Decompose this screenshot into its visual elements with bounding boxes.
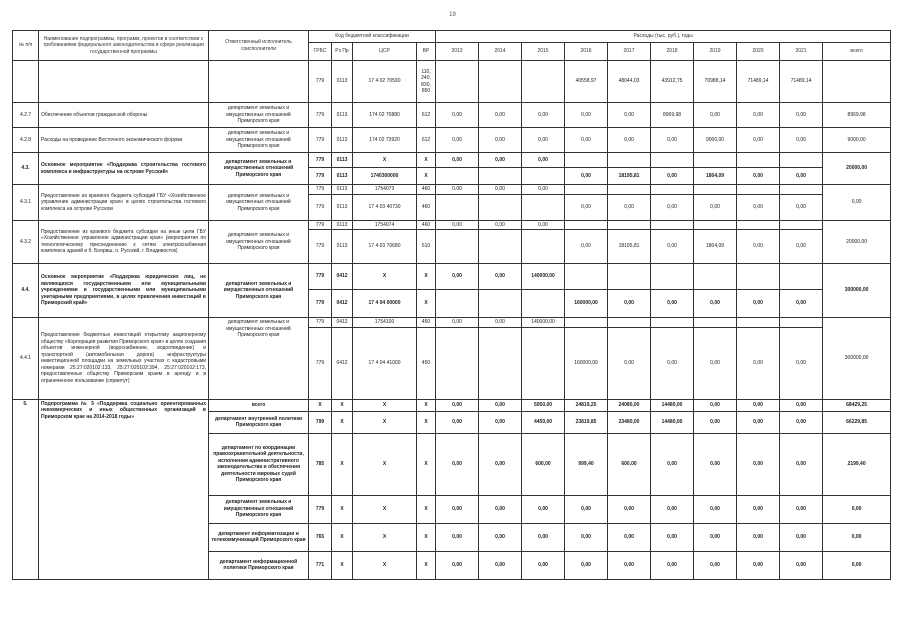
cell-csr: 17 4 02 70590 <box>353 61 417 103</box>
header-grbs: ГРБС <box>309 43 332 61</box>
cell-value: 0,00 <box>694 495 737 523</box>
table-header <box>13 31 891 61</box>
cell-executor: департамент земельных и имущественных отношений Приморского края <box>209 264 309 318</box>
cell-value: 0,00 <box>694 103 737 128</box>
table-row <box>13 128 891 153</box>
cell-num: 4.2.7 <box>13 103 39 128</box>
cell-value: 0,00 <box>436 264 479 290</box>
table-row <box>13 153 891 168</box>
cell-value: 0,00 <box>522 551 565 579</box>
cell-vr: X <box>417 399 436 411</box>
cell-value: 0,00 <box>651 290 694 318</box>
cell-executor: департамент земельных и имущественных отношений Приморского края <box>209 220 309 264</box>
cell-vr: X <box>417 551 436 579</box>
cell-value: 0,00 <box>737 523 780 551</box>
table-row <box>13 185 891 195</box>
cell-total: 300000,00 <box>823 318 891 400</box>
cell-value: 0,00 <box>737 194 780 220</box>
cell-name: Основное мероприятие «Поддержка строительства гостевого комплекса и инфраструктуры на острове Русский» <box>39 153 209 185</box>
cell-grbs: 779 <box>309 318 332 328</box>
cell-name: Предоставление бюджетных инвестиций открытому акционерному обществу «Корпорация развития Приморского края» в целях создания объектов инженерной (водоснабжение, водоотведение) и транспортной (автомобильная дорога) инфраструктуры инвестиционной площадки на земельных участках с кадастровыми номерами 25:27:020102:133, 25:27:020102:394, 25:27:020102:173, предоставленных обществу Приморским краем в аренду и в ограниченное пользование (сервитут) <box>39 318 209 400</box>
cell-rzpr: 0113 <box>332 185 353 195</box>
cell-value: 0,00 <box>780 128 823 153</box>
cell-vr: 460 <box>417 194 436 220</box>
cell-value: 0,00 <box>780 433 823 495</box>
cell-value: 23480,00 <box>608 411 651 433</box>
cell-value: 0,00 <box>780 230 823 264</box>
cell-vr: 450 <box>417 327 436 399</box>
cell-num: 4.3.2 <box>13 220 39 264</box>
cell-value: 48044,03 <box>608 61 651 103</box>
cell-grbs: 779 <box>309 327 332 399</box>
budget-table <box>12 30 891 580</box>
cell-rzpr: 0113 <box>332 153 353 168</box>
cell-total: 68429,25 <box>823 399 891 411</box>
cell-total: 0,00 <box>823 551 891 579</box>
cell-csr: X <box>353 264 417 290</box>
page-number: 19 <box>449 12 456 18</box>
header-year: 2014 <box>479 43 522 61</box>
cell-grbs: 779 <box>309 264 332 290</box>
cell-executor: департамент по координации правоохранительной деятельности, исполнения административного законодательства и обеспечения деятельности мировых судей Приморского края <box>209 433 309 495</box>
cell-value: 0,00 <box>651 495 694 523</box>
cell-rzpr: X <box>332 433 353 495</box>
cell-rzpr: X <box>332 399 353 411</box>
cell-vr: 460 <box>417 220 436 230</box>
cell-name: Подпрограмма № 5 «Поддержка социально ориентированных некоммерческих и иных общественных организаций в Приморском крае на 2014-2018 годы» <box>39 399 209 579</box>
cell-value: 0,00 <box>479 411 522 433</box>
cell-value: 0,00 <box>436 523 479 551</box>
cell-executor: департамент земельных и имущественных отношений Приморского края <box>209 103 309 128</box>
cell-value: 0,00 <box>780 290 823 318</box>
cell-value: 14480,00 <box>651 411 694 433</box>
cell-csr: X <box>353 153 417 168</box>
cell-grbs: 765 <box>309 523 332 551</box>
cell-rzpr: 0113 <box>332 230 353 264</box>
cell-executor: департамент земельных и имущественных отношений Приморского края <box>209 318 309 400</box>
cell-value: 24819,25 <box>565 399 608 411</box>
cell-total: 66229,85 <box>823 411 891 433</box>
cell-csr: 17 4 04 00000 <box>353 290 417 318</box>
cell-value: 0,00 <box>522 103 565 128</box>
cell-grbs: 779 <box>309 168 332 185</box>
cell-vr: 612 <box>417 128 436 153</box>
cell-value: 0,00 <box>780 523 823 551</box>
cell-num: 4.4. <box>13 264 39 318</box>
header-year: 2016 <box>565 43 608 61</box>
cell-value: 0,00 <box>608 194 651 220</box>
cell-value: 0,00 <box>479 433 522 495</box>
cell-name: Обеспечение объектов гражданской обороны <box>39 103 209 128</box>
cell-value <box>436 61 479 103</box>
header-year: 2020 <box>737 43 780 61</box>
cell-vr: 610 <box>417 230 436 264</box>
cell-value: 0,00 <box>737 551 780 579</box>
cell-value: 0,00 <box>479 318 522 328</box>
cell-vr: 612 <box>417 103 436 128</box>
cell-value: 0,00 <box>479 185 522 195</box>
cell-total: 20000,00 <box>823 220 891 264</box>
cell-value: 0,00 <box>737 399 780 411</box>
cell-value: 0,00 <box>737 128 780 153</box>
cell-value: 0,00 <box>737 168 780 185</box>
table-row <box>13 220 891 230</box>
cell-grbs: 779 <box>309 220 332 230</box>
cell-rzpr: 0412 <box>332 264 353 290</box>
cell-value: 0,00 <box>608 327 651 399</box>
cell-num: 5. <box>13 399 39 579</box>
cell-value: 0,00 <box>436 411 479 433</box>
cell-name: Основное мероприятие «Поддержка юридических лиц, не являющихся государственными или муниципальными учреждениями и государственными или муниципальными унитарными предприятиями, в целях привлечения инвестиций в Приморский край» <box>39 264 209 318</box>
cell-vr: X <box>417 411 436 433</box>
header-kbk: Код бюджетной классификации <box>309 31 436 43</box>
cell-value: 0,00 <box>694 411 737 433</box>
header-year: 2015 <box>522 43 565 61</box>
cell-value: 0,00 <box>436 153 479 168</box>
cell-value: 40558,97 <box>565 61 608 103</box>
cell-vr: X <box>417 168 436 185</box>
cell-value: 4450,00 <box>522 411 565 433</box>
cell-name: Расходы на проведение Восточного экономического форума <box>39 128 209 153</box>
header-year: 2018 <box>651 43 694 61</box>
header-rzpr: Рз Пр <box>332 43 353 61</box>
cell-value: 1804,09 <box>694 230 737 264</box>
cell-csr: 174 02 73920 <box>353 128 417 153</box>
cell-value: 0,00 <box>694 523 737 551</box>
cell-value: 0,00 <box>780 168 823 185</box>
cell-value: 0,00 <box>651 551 694 579</box>
cell-value: 43912,75 <box>651 61 694 103</box>
cell-value: 0,00 <box>565 103 608 128</box>
cell-value: 0,00 <box>651 168 694 185</box>
cell-value: 0,00 <box>694 290 737 318</box>
cell-value: 0,00 <box>737 290 780 318</box>
cell-value: 0,00 <box>436 128 479 153</box>
cell-num: 4.3. <box>13 153 39 185</box>
cell-grbs: 779 <box>309 230 332 264</box>
cell-value: 14480,00 <box>651 399 694 411</box>
cell-value: 140000,00 <box>522 318 565 328</box>
cell-value: 70988,14 <box>694 61 737 103</box>
cell-grbs: 779 <box>309 153 332 168</box>
cell-value: 0,00 <box>522 495 565 523</box>
cell-value: 0,00 <box>565 194 608 220</box>
cell-total: 0,00 <box>823 185 891 221</box>
cell-total: 9000,00 <box>823 128 891 153</box>
cell-value: 0,00 <box>780 103 823 128</box>
cell-value: 0,00 <box>565 168 608 185</box>
cell-value: 0,00 <box>737 433 780 495</box>
cell-value: 0,00 <box>479 264 522 290</box>
cell-rzpr: 0113 <box>332 61 353 103</box>
cell-value: 0,00 <box>737 495 780 523</box>
cell-vr: X <box>417 153 436 168</box>
cell-value: 0,00 <box>565 551 608 579</box>
cell-grbs: 779 <box>309 128 332 153</box>
cell-value: 0,00 <box>565 523 608 551</box>
cell-value: 0,00 <box>565 230 608 264</box>
cell-csr: X <box>353 551 417 579</box>
cell-value: 0,00 <box>479 153 522 168</box>
cell-grbs: 771 <box>309 551 332 579</box>
cell-value: 5050,00 <box>522 399 565 411</box>
cell-value: 0,00 <box>780 194 823 220</box>
cell-value: 0,00 <box>651 523 694 551</box>
cell-value: 0,00 <box>522 220 565 230</box>
cell-executor: департамент информатизации и телекоммуникаций Приморского края <box>209 523 309 551</box>
cell-value: 0,00 <box>522 128 565 153</box>
cell-value: 0,00 <box>436 185 479 195</box>
cell-grbs: X <box>309 399 332 411</box>
cell-value: 0,00 <box>651 230 694 264</box>
cell-csr: X <box>353 495 417 523</box>
cell-value: 0,00 <box>780 327 823 399</box>
cell-value: 71489,14 <box>780 61 823 103</box>
cell-value: 0,00 <box>737 103 780 128</box>
cell-value: 0,00 <box>608 103 651 128</box>
cell-vr: X <box>417 433 436 495</box>
cell-csr: 1754074 <box>353 220 417 230</box>
cell-value: 0,00 <box>565 495 608 523</box>
cell-value: 0,00 <box>608 128 651 153</box>
cell-value: 0,00 <box>436 220 479 230</box>
cell-total: 0,00 <box>823 523 891 551</box>
table-row <box>13 103 891 128</box>
cell-grbs: 779 <box>309 495 332 523</box>
header-total: всего <box>823 43 891 61</box>
cell-value: 0,00 <box>479 551 522 579</box>
cell-value: 0,00 <box>694 433 737 495</box>
cell-num: 4.3.1 <box>13 185 39 221</box>
cell-rzpr: 0412 <box>332 318 353 328</box>
cell-value: 0,00 <box>737 230 780 264</box>
table-row <box>13 61 891 103</box>
cell-value: 0,00 <box>479 399 522 411</box>
header-expenses: Расходы (тыс. руб.), годы <box>436 31 891 43</box>
header-year: 2017 <box>608 43 651 61</box>
cell-csr: 17 4 03 40730 <box>353 194 417 220</box>
cell-rzpr: 0113 <box>332 194 353 220</box>
cell-executor: департамент земельных и имущественных отношений Приморского края <box>209 153 309 185</box>
header-year: 2013 <box>436 43 479 61</box>
cell-value <box>522 61 565 103</box>
cell-value: 600,00 <box>608 433 651 495</box>
cell-value: 0,00 <box>780 399 823 411</box>
cell-grbs: 779 <box>309 194 332 220</box>
cell-vr: X <box>417 523 436 551</box>
header-year: 2021 <box>780 43 823 61</box>
cell-value: 0,00 <box>780 495 823 523</box>
table-row <box>13 264 891 290</box>
cell-value: 0,00 <box>780 551 823 579</box>
cell-num: 4.2.8 <box>13 128 39 153</box>
cell-vr: 450 <box>417 318 436 328</box>
cell-rzpr: X <box>332 411 353 433</box>
cell-vr: X <box>417 290 436 318</box>
cell-csr: 1754100 <box>353 318 417 328</box>
cell-value: 0,00 <box>608 523 651 551</box>
cell-value: 0,00 <box>522 523 565 551</box>
cell-value: 0,00 <box>694 194 737 220</box>
cell-value: 8969,98 <box>651 103 694 128</box>
cell-grbs: 779 <box>309 61 332 103</box>
cell-value: 1804,09 <box>694 168 737 185</box>
cell-value: 0,00 <box>436 495 479 523</box>
cell-value: 160000,00 <box>565 327 608 399</box>
cell-executor: департамент земельных и имущественных отношений Приморского края <box>209 185 309 221</box>
cell-total: 300000,00 <box>823 264 891 318</box>
cell-rzpr: 0113 <box>332 168 353 185</box>
cell-value: 0,00 <box>780 411 823 433</box>
cell-rzpr: 0113 <box>332 128 353 153</box>
cell-vr: 110, 240, 830, 850 <box>417 61 436 103</box>
header-vr: ВР <box>417 43 436 61</box>
cell-csr: 1754073 <box>353 185 417 195</box>
cell-value: 0,00 <box>694 399 737 411</box>
cell-rzpr: X <box>332 523 353 551</box>
cell-value: 0,00 <box>694 551 737 579</box>
cell-grbs: 799 <box>309 411 332 433</box>
cell-value: 0,00 <box>651 327 694 399</box>
cell-rzpr: 0113 <box>332 220 353 230</box>
cell-executor: департамент внутренней политики Приморского края <box>209 411 309 433</box>
cell-value: 0,00 <box>694 327 737 399</box>
cell-value: 0,00 <box>608 290 651 318</box>
cell-value: 0,00 <box>737 411 780 433</box>
cell-value: 160000,00 <box>565 290 608 318</box>
cell-value: 140000,00 <box>522 264 565 290</box>
cell-grbs: 779 <box>309 290 332 318</box>
cell-csr: 174 02 70880 <box>353 103 417 128</box>
cell-value: 18195,81 <box>608 168 651 185</box>
cell-rzpr: X <box>332 551 353 579</box>
cell-value: 0,00 <box>436 399 479 411</box>
cell-csr: X <box>353 399 417 411</box>
cell-rzpr: X <box>332 495 353 523</box>
cell-executor: департамент информационной политики Приморского края <box>209 551 309 579</box>
cell-value: 0,00 <box>479 128 522 153</box>
header-num: № п/п <box>13 31 39 61</box>
cell-value: 600,00 <box>522 433 565 495</box>
cell-vr: 460 <box>417 185 436 195</box>
cell-executor: департамент земельных и имущественных отношений Приморского края <box>209 495 309 523</box>
cell-value: 18195,81 <box>608 230 651 264</box>
cell-value: 0,00 <box>651 433 694 495</box>
cell-grbs: 779 <box>309 185 332 195</box>
cell-value: 0,00 <box>436 551 479 579</box>
cell-value: 0,00 <box>479 495 522 523</box>
cell-name: Предоставление из краевого бюджета субсидии на иные цели ГБУ «Хозяйственное управление администрации края» (мероприятия по технологическому присоединению к сетям электроснабжения комплекса зданий в б. Бояриш, о. Русский, г. Владивосток) <box>39 220 209 264</box>
cell-value: 0,00 <box>651 194 694 220</box>
cell-value: 0,00 <box>522 153 565 168</box>
cell-grbs: 785 <box>309 433 332 495</box>
cell-value: 0,00 <box>522 185 565 195</box>
header-name: Наименование подпрограммы, программ, проектов в соответствии с требованиями федерального законодательства в сфере реализации государственной программы <box>39 31 209 61</box>
cell-value: 999,40 <box>565 433 608 495</box>
cell-value: 0,00 <box>565 128 608 153</box>
table-row <box>13 318 891 328</box>
cell-executor: департамент земельных и имущественных отношений Приморского края <box>209 128 309 153</box>
cell-csr: 17 4 04 41000 <box>353 327 417 399</box>
header-csr: ЦСР <box>353 43 417 61</box>
cell-vr: X <box>417 264 436 290</box>
cell-value: 0,00 <box>608 495 651 523</box>
cell-value: 0,00 <box>436 433 479 495</box>
cell-value: 71489,14 <box>737 61 780 103</box>
cell-value: 9000,00 <box>694 128 737 153</box>
cell-value: 24080,00 <box>608 399 651 411</box>
cell-rzpr: 0412 <box>332 290 353 318</box>
cell-csr: 17 4 03 70680 <box>353 230 417 264</box>
cell-value: 23819,85 <box>565 411 608 433</box>
cell-total: 8969,98 <box>823 103 891 128</box>
table-row <box>13 399 891 411</box>
cell-executor: всего <box>209 399 309 411</box>
cell-rzpr: 0113 <box>332 103 353 128</box>
cell-value: 0,00 <box>479 523 522 551</box>
cell-value: 0,00 <box>436 318 479 328</box>
cell-value: 0,00 <box>479 220 522 230</box>
cell-total: 0,00 <box>823 495 891 523</box>
cell-vr: X <box>417 495 436 523</box>
cell-csr: X <box>353 411 417 433</box>
header-executor: Ответственный исполнитель соисполнители <box>209 31 309 61</box>
cell-value: 0,00 <box>479 103 522 128</box>
cell-value <box>479 61 522 103</box>
cell-name: Предоставление из краевого бюджета субсидий ГБУ «Хозяйственное управление администрации края» в целях строительства гостевого комплекса на острове Русском <box>39 185 209 221</box>
cell-value: 0,00 <box>608 551 651 579</box>
cell-rzpr: 0412 <box>332 327 353 399</box>
cell-value: 0,00 <box>436 103 479 128</box>
cell-total: 20000,00 <box>823 153 891 185</box>
cell-grbs: 779 <box>309 103 332 128</box>
cell-value: 0,00 <box>737 327 780 399</box>
cell-csr: X <box>353 523 417 551</box>
header-year: 2019 <box>694 43 737 61</box>
cell-total <box>823 61 891 103</box>
cell-csr: 1740300000 <box>353 168 417 185</box>
cell-csr: X <box>353 433 417 495</box>
cell-num: 4.4.1 <box>13 318 39 400</box>
cell-value: 0,00 <box>651 128 694 153</box>
cell-total: 2199,40 <box>823 433 891 495</box>
